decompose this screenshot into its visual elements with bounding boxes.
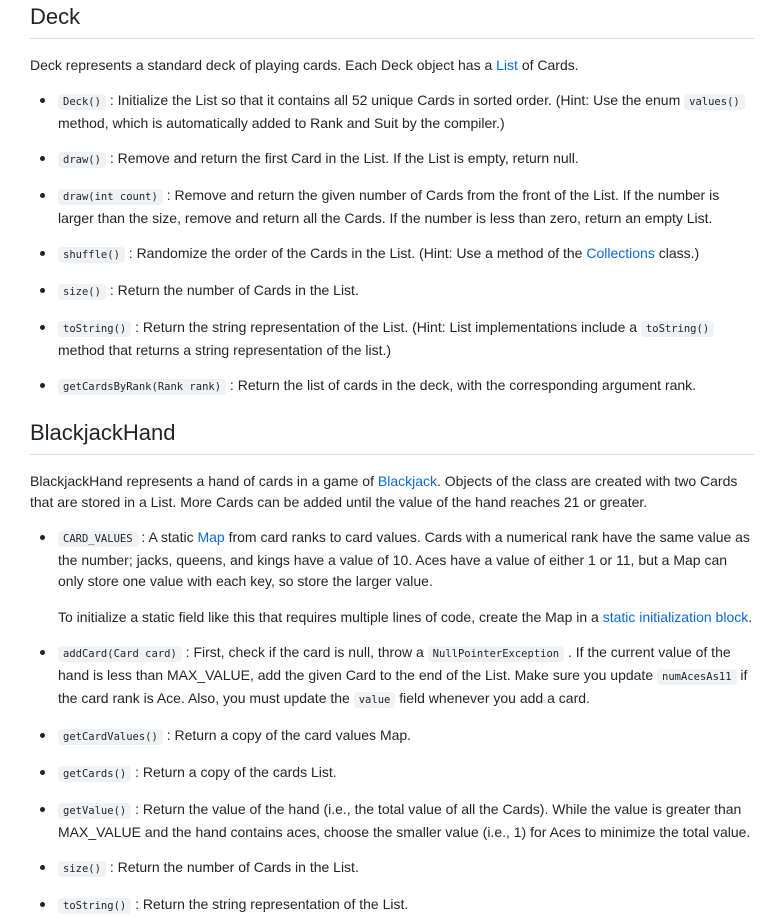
method-code: addCard(Card card) <box>58 646 182 662</box>
blackjack-intro: BlackjackHand represents a hand of cards in a game of Blackjack. Objects of the class are created with two Cards that are stored in a List. More Cards can be added until the value of the hand reaches 21 or greater. <box>30 473 738 510</box>
method-code: draw() <box>58 152 106 168</box>
inline-code: toString() <box>641 321 714 337</box>
list-item: draw() : Remove and return the first Card in the List. If the List is empty, return null. <box>30 148 754 171</box>
list-item: shuffle() : Randomize the order of the Cards in the List. (Hint: Use a method of the Collections class.) <box>30 243 754 266</box>
list-item: Deck() : Initialize the List so that it contains all 52 unique Cards in sorted order. (Hint: Use the enum values() method, which is automatically added to Rank and Suit by the compiler.) <box>30 90 754 134</box>
blackjack-link[interactable]: Blackjack <box>377 473 438 489</box>
inline-code: values() <box>684 94 745 110</box>
list-item: getValue() : Return the value of the hand (i.e., the total value of all the Cards). While the value is greater than MAX_VALUE and the hand contains aces, choose the smaller value (i.e., 1) for Aces to minimize the total value. <box>30 799 754 843</box>
method-code: getCards() <box>58 766 131 782</box>
map-link[interactable]: Map <box>197 529 225 545</box>
collections-link[interactable]: Collections <box>586 245 655 261</box>
list-item: getCards() : Return a copy of the cards List. <box>30 762 754 785</box>
list-item: CARD_VALUES : A static Map from card ranks to card values. Cards with a numerical rank have the same value as the number; jacks, queens, and kings have a value of 10. Aces have a value of either 1 or 11, but a Map can only store one value with each key, so store the larger value. To initialize a static field like this that requires multiple lines of code, create the Map in a static initialization block. <box>30 527 754 628</box>
method-code: CARD_VALUES <box>58 531 138 547</box>
method-code: toString() <box>58 321 131 337</box>
method-code: size() <box>58 861 106 877</box>
list-item: toString() : Return the string representation of the List. <box>30 894 754 917</box>
list-item: getCardValues() : Return a copy of the card values Map. <box>30 725 754 748</box>
method-code: getCardsByRank(Rank rank) <box>58 379 226 395</box>
method-code: size() <box>58 284 106 300</box>
method-code: getCardValues() <box>58 729 163 745</box>
list-item: draw(int count) : Remove and return the given number of Cards from the front of the List. If the number is larger than the size, remove and return all the Cards. If the number is less than zero, return an empty List. <box>30 185 754 229</box>
deck-heading: Deck <box>30 0 754 39</box>
list-item: getCardsByRank(Rank rank) : Return the list of cards in the deck, with the corresponding argument rank. <box>30 375 754 398</box>
list-item: size() : Return the number of Cards in the List. <box>30 857 754 880</box>
blackjack-methods-list <box>30 527 754 917</box>
inline-code: numAcesAs11 <box>657 669 737 685</box>
deck-methods-list <box>30 90 754 398</box>
list-item: addCard(Card card) : First, check if the card is null, throw a NullPointerException . If the current value of the hand is less than MAX_VALUE, add the given Card to the end of the List. Make sure you update numAcesAs11 if the card rank is Ace. Also, you must update the value field whenever you add a card. <box>30 642 754 711</box>
inline-code: NullPointerException <box>428 646 564 662</box>
method-code: draw(int count) <box>58 189 163 205</box>
static-initialization-link[interactable]: static initialization block <box>602 609 749 625</box>
deck-intro: Deck represents a standard deck of playing cards. Each Deck object has a List of Cards. <box>30 57 579 73</box>
list-item: size() : Return the number of Cards in the List. <box>30 280 754 303</box>
blackjack-heading: BlackjackHand <box>30 420 754 455</box>
static-init-note: To initialize a static field like this that requires multiple lines of code, create the Map in a static initialization block. <box>58 609 753 625</box>
list-item: toString() : Return the string representation of the List. (Hint: List implementations include a toString() method that returns a string representation of the list.) <box>30 317 754 361</box>
method-code: getValue() <box>58 803 131 819</box>
inline-code: value <box>354 692 396 708</box>
method-code: shuffle() <box>58 247 125 263</box>
method-code: Deck() <box>58 94 106 110</box>
method-code: toString() <box>58 898 131 914</box>
list-link[interactable]: List <box>496 57 518 73</box>
